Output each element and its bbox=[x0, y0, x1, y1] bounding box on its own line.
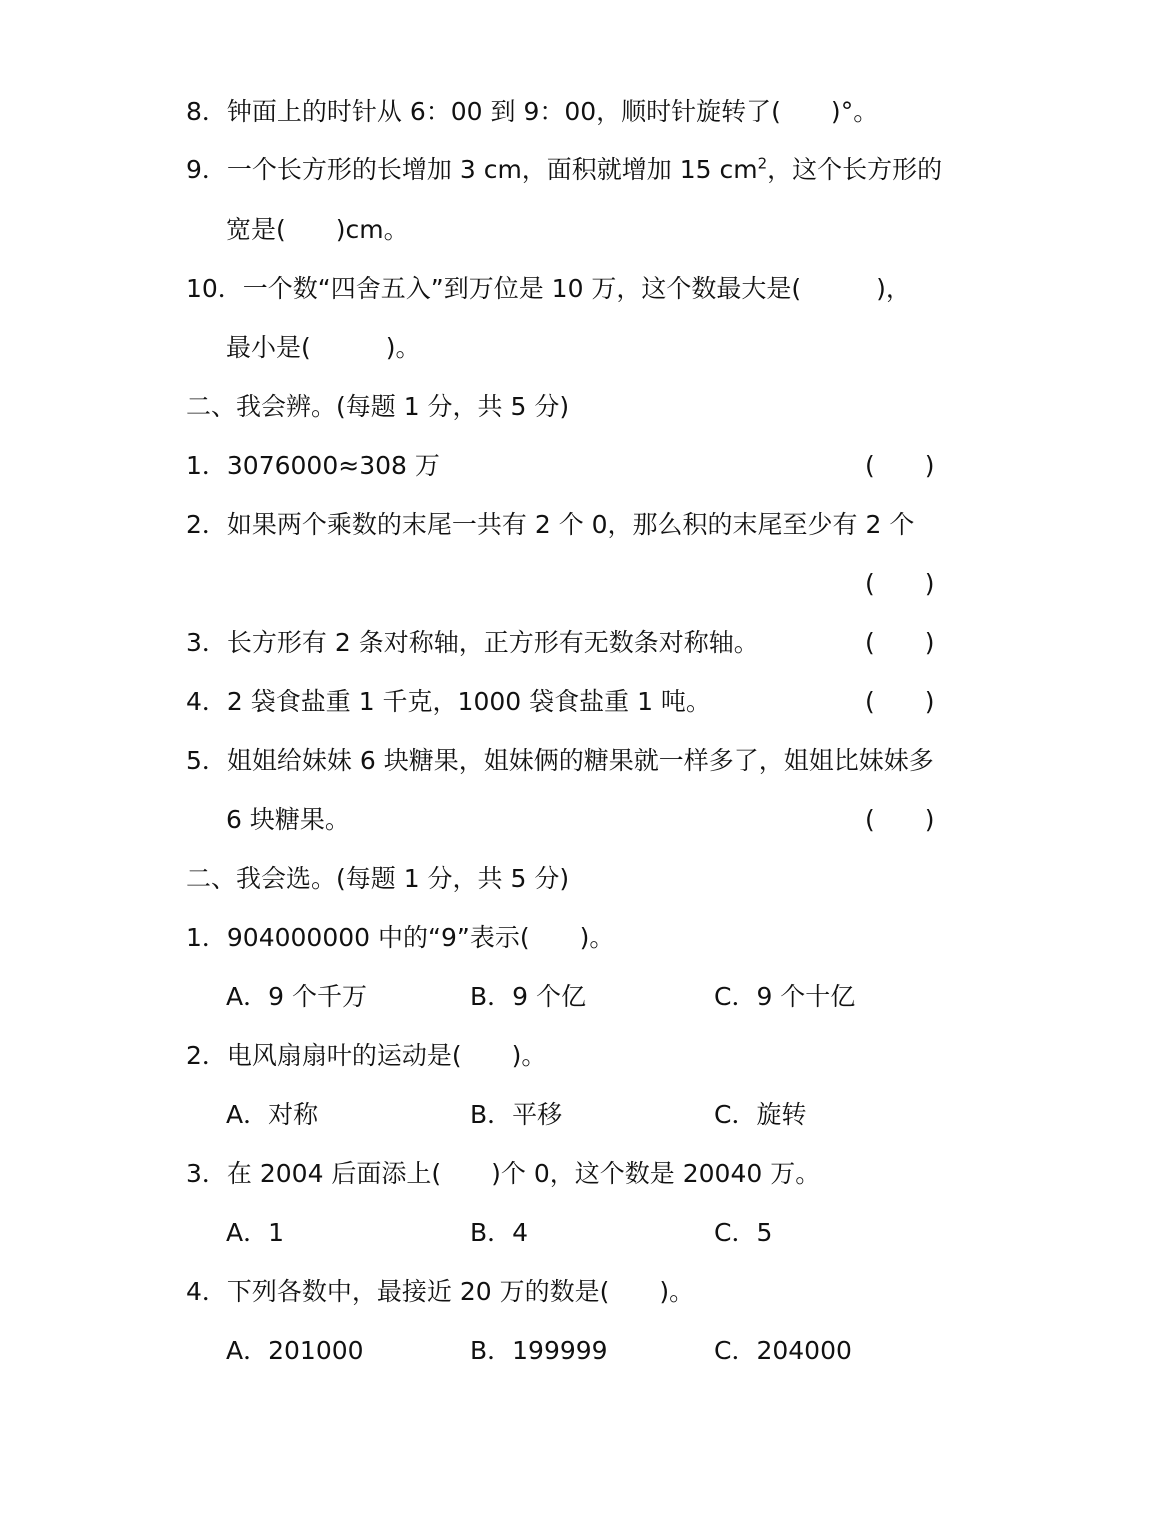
answer-paren-1: ( ) bbox=[865, 451, 935, 480]
choice-4-option-b: B．199999 bbox=[470, 1336, 608, 1365]
judge-question-3: 3．长方形有 2 条对称轴，正方形有无数条对称轴。 bbox=[186, 628, 759, 657]
choice-3-option-a: A．1 bbox=[226, 1218, 285, 1247]
judge-question-1: 1．3076000≈308 万 bbox=[186, 451, 440, 480]
choice-4-option-c: C．204000 bbox=[714, 1336, 852, 1365]
choice-4-option-a: A．201000 bbox=[226, 1336, 364, 1365]
choice-2-option-b: B．平移 bbox=[470, 1100, 563, 1129]
answer-paren-5: ( ) bbox=[865, 805, 935, 834]
choice-3-option-c: C．5 bbox=[714, 1218, 773, 1247]
answer-paren-2: ( ) bbox=[865, 569, 935, 598]
answer-paren-4: ( ) bbox=[865, 687, 935, 716]
superscript-2: 2 bbox=[757, 154, 768, 173]
judge-question-5-line-2: 6 块糖果。 bbox=[226, 805, 350, 834]
choice-1-option-b: B．9 个亿 bbox=[470, 982, 587, 1011]
choice-2-option-a: A．对称 bbox=[226, 1100, 319, 1129]
question-10-line-2: 最小是( )。 bbox=[226, 333, 421, 362]
section-choice-heading: 二、我会选。(每题 1 分，共 5 分) bbox=[186, 864, 570, 893]
choice-1-option-c: C．9 个十亿 bbox=[714, 982, 856, 1011]
choice-question-2: 2．电风扇扇叶的运动是( )。 bbox=[186, 1041, 547, 1070]
choice-2-option-c: C．旋转 bbox=[714, 1100, 807, 1129]
question-9-text-a: 9．一个长方形的长增加 3 cm，面积就增加 15 cm bbox=[186, 155, 758, 184]
judge-question-4: 4．2 袋食盐重 1 千克，1000 袋食盐重 1 吨。 bbox=[186, 687, 711, 716]
choice-question-4: 4．下列各数中，最接近 20 万的数是( )。 bbox=[186, 1277, 695, 1306]
judge-question-2: 2．如果两个乘数的末尾一共有 2 个 0，那么积的末尾至少有 2 个 bbox=[186, 510, 915, 539]
judge-question-5-line-1: 5．姐姐给妹妹 6 块糖果，姐妹俩的糖果就一样多了，姐姐比妹妹多 bbox=[186, 746, 934, 775]
section-judge-heading: 二、我会辨。(每题 1 分，共 5 分) bbox=[186, 392, 570, 421]
question-8: 8．钟面上的时针从 6：00 到 9：00，顺时针旋转了( )°。 bbox=[186, 97, 879, 126]
answer-paren-3: ( ) bbox=[865, 628, 935, 657]
question-9-text-b: ，这个长方形的 bbox=[767, 155, 943, 184]
question-9-line-1 bbox=[186, 153, 942, 187]
choice-1-option-a: A．9 个千万 bbox=[226, 982, 367, 1011]
question-9-line-2: 宽是( )cm。 bbox=[226, 215, 409, 244]
choice-3-option-b: B．4 bbox=[470, 1218, 529, 1247]
choice-question-1: 1．904000000 中的“9”表示( )。 bbox=[186, 923, 615, 952]
question-10-line-1: 10．一个数“四舍五入”到万位是 10 万，这个数最大是( )， bbox=[186, 274, 911, 303]
choice-question-3: 3．在 2004 后面添上( )个 0，这个数是 20040 万。 bbox=[186, 1159, 821, 1188]
